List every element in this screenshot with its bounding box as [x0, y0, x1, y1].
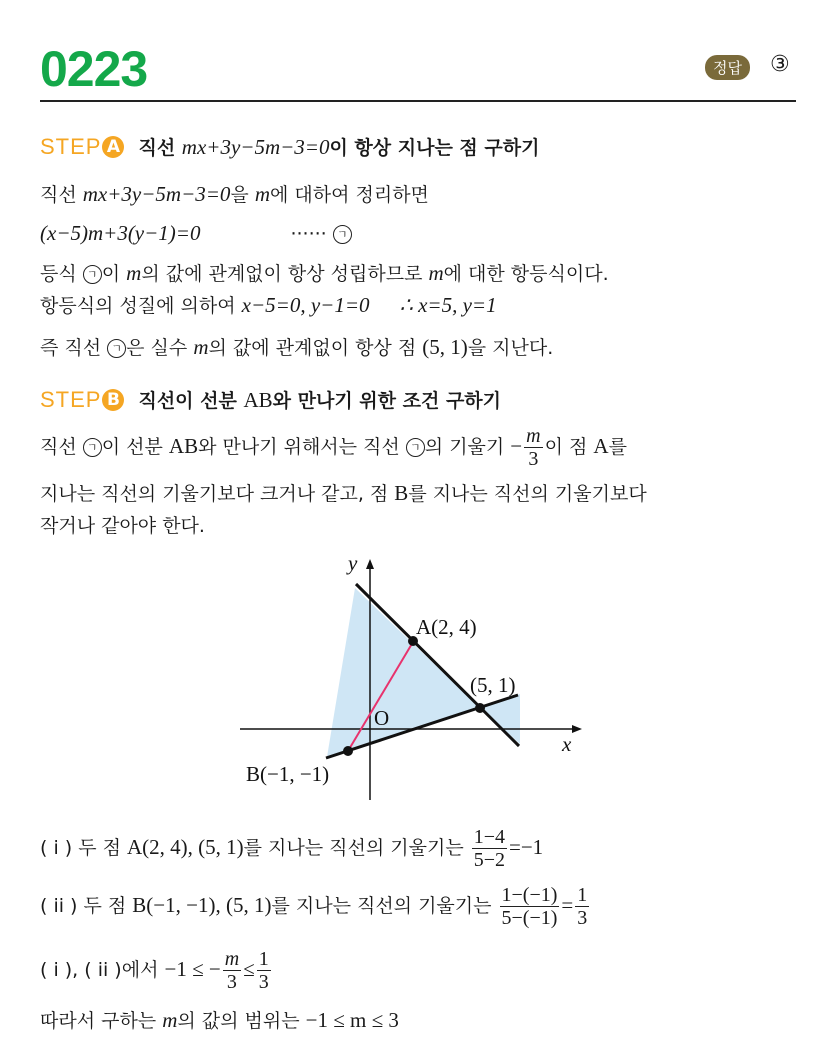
- text: 를 지나는 직선의 기울기는: [271, 895, 498, 917]
- text: 의 값의 범위는: [177, 1010, 306, 1032]
- numerator: 1−(−1): [501, 884, 558, 906]
- fraction: [257, 948, 271, 993]
- math: −: [510, 434, 523, 458]
- numerator: 1−4: [473, 826, 505, 848]
- text: 은 실수: [126, 337, 194, 359]
- label-circle: ㄱ: [83, 438, 102, 457]
- label-circle: ㄱ: [333, 225, 352, 244]
- math: −1 ≤ m ≤ 3: [305, 1008, 399, 1032]
- step-letter: B: [102, 389, 124, 411]
- y-axis-arrow-icon: [366, 559, 374, 569]
- text: 지나는 직선의 기울기보다 크거나 같고, 점: [40, 483, 395, 505]
- slope-case-ii: [40, 884, 591, 929]
- text: ( ii ) 두 점: [40, 895, 133, 917]
- fraction: [500, 884, 560, 929]
- fraction: [575, 884, 589, 929]
- math: m: [162, 1008, 178, 1032]
- text: 를: [608, 436, 627, 458]
- point-fixed-label: (5, 1): [470, 673, 516, 697]
- text: 따라서 구하는: [40, 1010, 163, 1032]
- text: 를 지나는 직선의 기울기는: [243, 837, 470, 859]
- final-answer-line: [40, 1006, 399, 1033]
- text: 의 기울기: [424, 436, 511, 458]
- fraction: [223, 948, 241, 993]
- text: 를 지나는 직선의 기울기보다: [408, 483, 647, 505]
- label-circle: ㄱ: [406, 438, 425, 457]
- math: m: [254, 182, 270, 206]
- numerator: 1: [577, 884, 588, 906]
- math: =: [561, 893, 574, 917]
- x-axis-label: x: [562, 732, 572, 756]
- point-B: [343, 746, 353, 756]
- denominator: 5−(−1): [501, 907, 558, 929]
- text-line: 작거나 같아야 한다.: [40, 515, 205, 537]
- math: m: [126, 261, 142, 285]
- origin-label: O: [374, 706, 390, 730]
- math: ≤: [243, 957, 255, 981]
- slope-case-i: [40, 826, 543, 871]
- text: 의 값에 관계없이 항상 점: [208, 337, 423, 359]
- math: A: [593, 434, 609, 458]
- numerator: m: [224, 948, 240, 970]
- text: 직선: [138, 137, 182, 159]
- text: 등식: [40, 263, 83, 285]
- math: m: [193, 335, 209, 359]
- answer-value: ③: [770, 52, 790, 77]
- math: (x−5)m+3(y−1)=0: [40, 221, 201, 245]
- y-axis-label: y: [348, 551, 358, 575]
- math: mx+3y−5m−3=0: [181, 135, 330, 159]
- step-label: STEP: [40, 134, 102, 159]
- text: 와 만나기 위한 조건 구하기: [272, 390, 502, 412]
- math: B(−1, −1), (5, 1): [132, 893, 272, 917]
- answer-badge: 정답: [705, 55, 750, 80]
- math: (5, 1): [422, 335, 468, 359]
- text: 직선: [40, 436, 83, 458]
- math: AB: [243, 388, 273, 412]
- denominator: 3: [577, 907, 588, 929]
- text: 의 값에 관계없이 항상 성립하므로: [141, 263, 429, 285]
- label-circle: ㄱ: [107, 339, 126, 358]
- math: m: [428, 261, 444, 285]
- point-A-label: A(2, 4): [416, 615, 477, 639]
- denominator: 3: [258, 971, 269, 993]
- text: 에 대하여 정리하면: [269, 184, 429, 206]
- text: 이 항상 지나는 점 구하기: [329, 137, 540, 159]
- math: A(2, 4), (5, 1): [127, 835, 244, 859]
- denominator: 3: [226, 971, 237, 993]
- denominator: 3: [528, 448, 539, 470]
- problem-number: 0223: [40, 41, 148, 97]
- math: B: [394, 481, 409, 505]
- text: ( i ) 두 점: [40, 837, 128, 859]
- text: 항등식의 성질에 의하여: [40, 295, 242, 317]
- x-axis-arrow-icon: [572, 725, 582, 733]
- text: 이: [101, 263, 127, 285]
- math: x−5=0, y−1=0: [241, 293, 370, 317]
- numerator: m: [526, 425, 541, 447]
- text: 직선: [40, 184, 83, 206]
- point-fixed: [475, 703, 485, 713]
- text: 을 지난다.: [467, 337, 554, 359]
- text: 직선이 선분: [138, 390, 244, 412]
- math: mx+3y−5m−3=0: [82, 182, 231, 206]
- text: ( i ), ( ii )에서: [40, 959, 165, 981]
- text: 을: [230, 184, 255, 206]
- step-label: STEP: [40, 387, 102, 412]
- label-circle: ㄱ: [83, 265, 102, 284]
- math: =−1: [509, 835, 544, 859]
- math: ∴ x=5, y=1: [399, 293, 497, 317]
- fraction: [472, 826, 507, 871]
- text: 즉 직선: [40, 337, 108, 359]
- point-B-label: B(−1, −1): [246, 762, 330, 786]
- text: 이 선분: [101, 436, 169, 458]
- math: AB: [168, 434, 199, 458]
- inequality-line: [40, 948, 273, 993]
- dots: ······: [290, 223, 327, 245]
- math: −1 ≤ −: [164, 957, 221, 981]
- step-letter: A: [102, 136, 124, 158]
- numerator: 1: [258, 948, 269, 970]
- text: 이 점: [544, 436, 594, 458]
- text: 에 대한 항등식이다.: [443, 263, 609, 285]
- text: 와 만나기 위해서는 직선: [198, 436, 406, 458]
- denominator: 5−2: [473, 849, 505, 871]
